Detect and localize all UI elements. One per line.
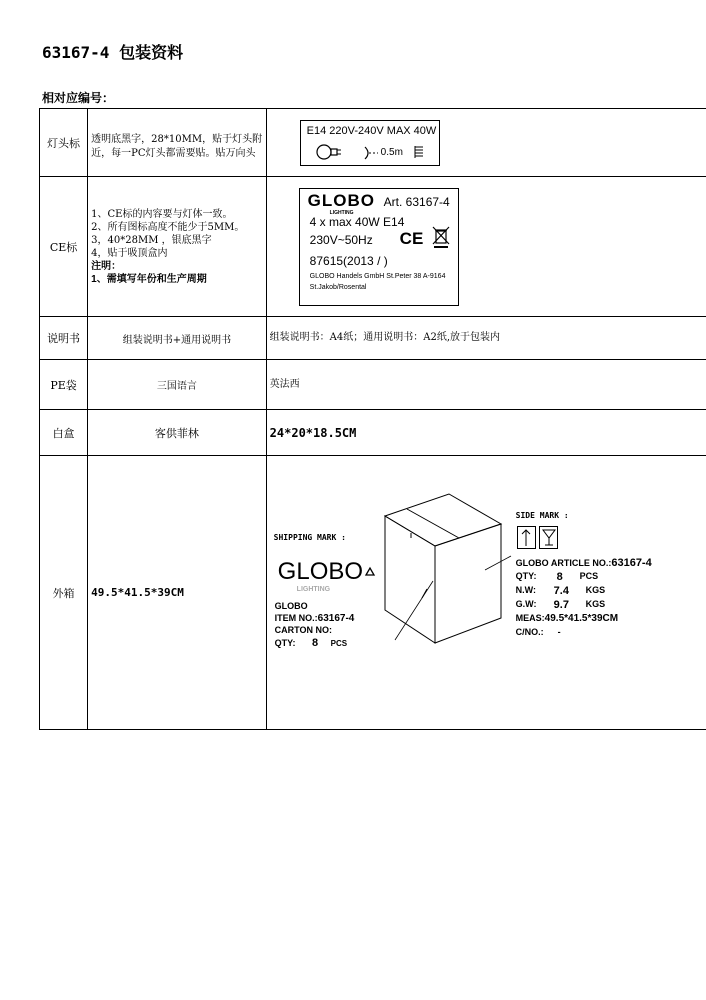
table-row [40,410,706,456]
ce-desc-2: 2、所有图标高度不能少于5MM。 [91,221,245,233]
side-qty-unit: PCS [579,571,599,581]
side-meas-value: 49.5*41.5*39CM [544,613,619,624]
white-box-detail: 24*20*18.5CM [269,425,357,440]
outer-box-desc: 49.5*41.5*39CM [91,585,184,599]
ce-label-sticker [299,188,459,306]
side-nw-value: 7.4 [553,585,569,597]
ce-code: 87615(2013 / ) [309,253,388,268]
ship-line-1: GLOBO [274,601,308,611]
table-row [40,317,706,360]
shipping-brand-logo: GLOBO [277,558,364,585]
shipping-brand-sub: LIGHTING [296,586,331,593]
table-row [40,360,706,410]
carton-box-illustration [367,486,517,646]
side-gw-unit: KGS [585,599,606,609]
side-nw-unit: KGS [585,585,606,595]
pe-bag-detail-cell [266,360,706,410]
side-article-label: GLOBO ARTICLE NO.: [515,558,612,568]
side-mark-title: SIDE MARK : [515,511,569,520]
row-name-white-box: 白盒 [40,410,88,456]
ship-qty-value: 8 [312,637,319,649]
side-article-value: 63167-4 [611,557,652,569]
side-nw-label: N.W: [515,585,537,595]
ship-carton-no: CARTON NO: [274,625,333,635]
pe-bag-detail: 英法西 [269,378,300,390]
side-meas-label: MEAS: [515,613,545,623]
outer-box-image-cell [266,456,706,730]
lamp-label-image-cell [266,109,706,177]
pe-bag-desc: 三国语言 [88,360,267,410]
bulb-icon [315,143,355,161]
ce-note-title: 注明： [91,260,122,272]
ship-qty-label: QTY: [274,638,296,648]
ce-address-1: GLOBO Handels GmbH St.Peter 38 A-9164 [309,272,446,280]
manual-detail-cell [266,317,706,360]
ce-brand-sub: LIGHTING [329,209,354,216]
page-title: 63167-4 包装资料 [42,43,184,62]
side-gw-label: G.W: [515,599,537,609]
manual-detail: 组装说明书：A4纸；通用说明书：A2纸,放于包装内 [269,332,501,343]
page-subtitle: 相对应编号： [42,91,115,105]
ce-label-desc-cell [88,177,267,317]
fragile-glass-icon [517,526,565,552]
ce-spec-2: 230V~50Hz [309,232,373,247]
ce-note-1: 1、需填写年份和生产周期 [91,273,207,285]
manual-desc: 组装说明书+通用说明书 [88,317,267,360]
distance-arrow-icon [361,145,379,161]
side-cno-value: - [557,627,561,637]
ship-item-value: 63167-4 [317,613,355,624]
row-name-pe-bag: PE袋 [40,360,88,410]
ship-qty-unit: PCS [330,639,348,648]
shipping-mark-title: SHIPPING MARK : [273,533,346,542]
side-qty-value: 8 [556,571,563,583]
ce-spec-1: 4 x max 40W E14 [309,214,405,229]
ce-mark-icon: CE [399,228,424,248]
ce-brand-logo: GLOBO [307,190,376,210]
row-name-lamp-label: 灯头标 [40,109,88,177]
side-cno-label: C/NO.: [515,627,544,637]
row-name-outer-box: 外箱 [40,456,88,730]
lamp-label-desc: 透明底黑字，28*10MM，贴于灯头附近，每一PC灯头都需要贴。贴万向头 [91,133,263,159]
weee-bin-icon [432,225,450,249]
row-name-ce-label: CE标 [40,177,88,317]
white-box-desc: 客供菲林 [88,410,267,456]
side-gw-value: 9.7 [553,599,569,611]
table-row [40,109,706,177]
white-box-detail-cell [266,410,706,456]
table-row [40,177,706,317]
ce-desc-1: 1、CE标的内容要与灯体一致。 [91,208,233,220]
lamp-label-distance: 0.5m [380,146,403,158]
ce-art-number: Art. 63167-4 [383,194,450,209]
row-name-manual: 说明书 [40,317,88,360]
table-row [40,456,706,730]
ce-desc-4: 4，贴于吸顶盒内 [91,247,168,259]
lamp-label-desc-cell [88,109,267,177]
outer-box-desc-cell [88,456,267,730]
ce-address-2: St.Jakob/Rosental [309,283,367,291]
lamp-rays-icon [413,145,425,159]
ce-label-image-cell [266,177,706,317]
lamp-label-sticker [300,120,440,166]
ce-desc-3: 3，40*28MM ，银底黑字 [91,234,212,246]
ship-item-label: ITEM NO.: [274,613,318,623]
lamp-label-text: E14 220V-240V MAX 40W [306,124,437,137]
carton-drawing [267,456,706,729]
side-qty-label: QTY: [515,571,537,581]
packaging-table [39,108,706,730]
